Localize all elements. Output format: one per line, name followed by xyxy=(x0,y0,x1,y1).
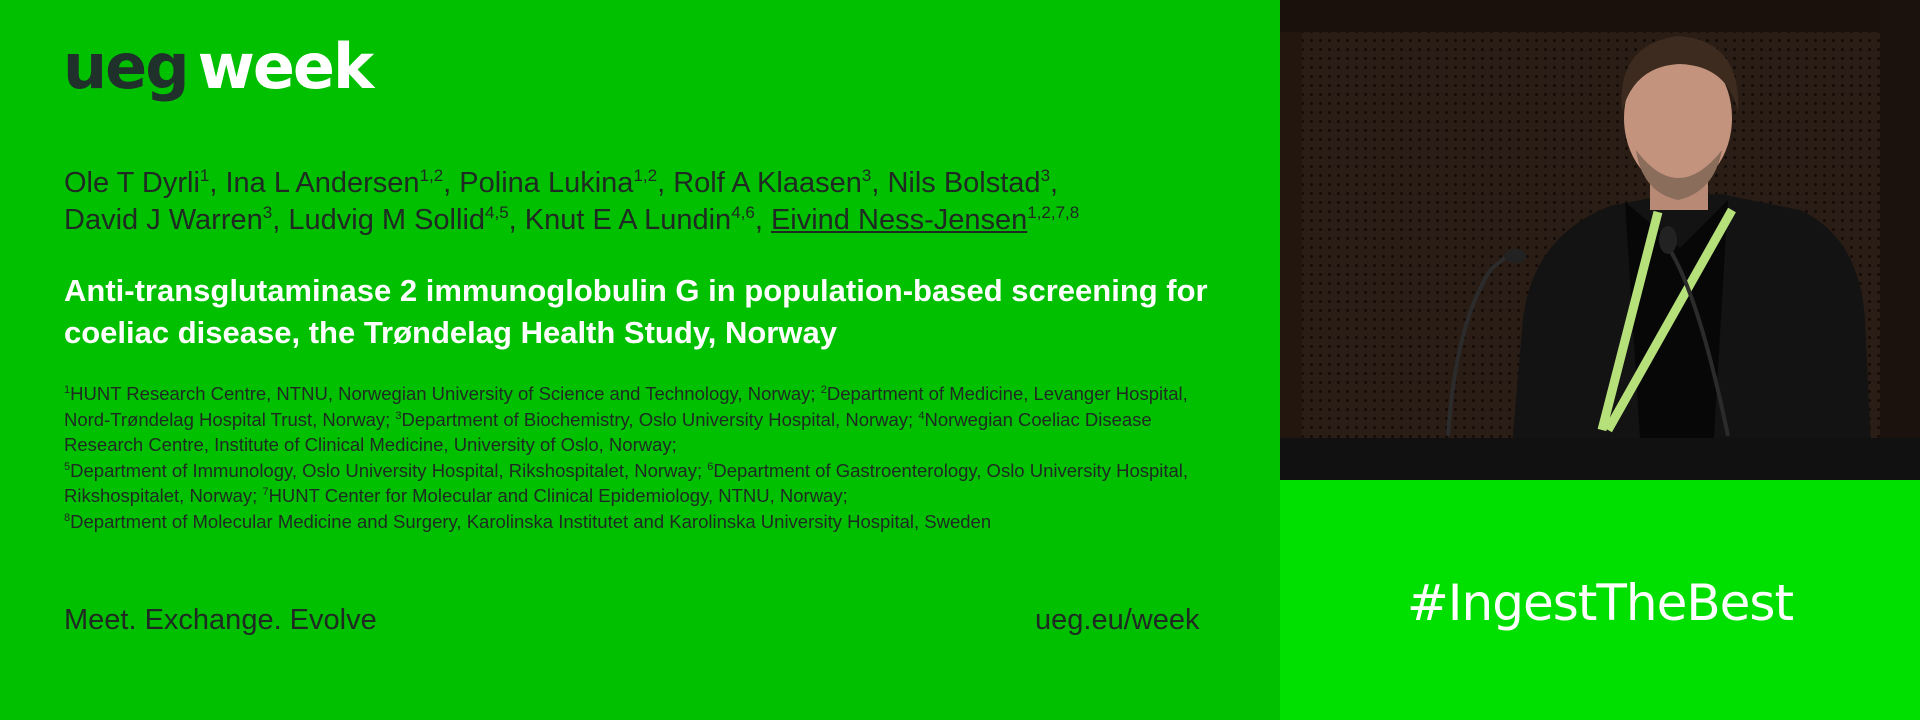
logo-ueg-text: ueg xyxy=(63,30,188,103)
microphone-stand-left xyxy=(1448,254,1510,436)
author-affiliation-number: 1,2 xyxy=(633,166,658,185)
author-affiliation-number: 3 xyxy=(262,203,273,222)
author-affiliation-number: 1,2,7,8 xyxy=(1027,203,1080,222)
speaker-figure xyxy=(1280,0,1920,480)
lectern xyxy=(1280,438,1920,480)
affiliation-text: Department of Gastroenterology, Oslo University Hospital, Rikshospitalet, Norway; xyxy=(64,459,1189,507)
affiliation-number: 2 xyxy=(820,384,827,396)
affiliation-number: 4 xyxy=(918,409,925,422)
author-affiliation-number: 3 xyxy=(861,166,872,185)
author-name: Ludvig M Sollid xyxy=(288,204,486,236)
affiliation-number: 6 xyxy=(707,460,714,473)
affiliation-number: 7 xyxy=(262,486,269,499)
author-name: Knut E A Lundin xyxy=(524,204,732,236)
author-name: David J Warren xyxy=(64,204,263,236)
affiliation-number: 8 xyxy=(64,511,71,524)
affiliation-text: Department of Biochemistry, Oslo University Hospital, Norway; xyxy=(401,408,919,430)
microphone-head-right xyxy=(1659,226,1677,254)
author-affiliation-number: 4,6 xyxy=(731,203,755,222)
hashtag-text: #IngestTheBest xyxy=(1406,574,1794,632)
author-list: Ole T Dyrli$^1$, Ina L Andersen$^{1,2}$, Polina Lukina$^{1,2}$, Rolf A Klaasen$^3$, Nils Bolstad$^3$, David J Warren$^3$, Ludvig M Sollid$^{4,5}$, Knut E A Lundin$^{4,6}$, Eivind Ness-Jensen$^{1,2,7,8}$ xyxy=(64,166,1080,236)
slide-tagline: Meet. Exchange. Evolve xyxy=(64,604,377,636)
author-name: Ole T Dyrli xyxy=(64,167,200,199)
ueg-week-logo xyxy=(63,30,373,103)
author-affiliation-number: 4,5 xyxy=(485,203,509,222)
event-url: ueg.eu/week xyxy=(1035,604,1200,636)
author-affiliation-number: 1 xyxy=(199,166,210,185)
author-affiliation-number: 1,2 xyxy=(419,166,444,185)
affiliation-text: Norwegian Coeliac Disease Research Centre, Institute of Clinical Medicine, University of Oslo, Norway; xyxy=(64,408,1152,456)
logo-week-text: week xyxy=(197,30,373,103)
affiliation-text: Department of Medicine, Levanger Hospital, Nord-Trøndelag Hospital Trust, Norway; xyxy=(64,383,1188,430)
affiliation-list xyxy=(64,381,1194,535)
author-name: Rolf A Klaasen xyxy=(673,167,862,199)
affiliation-number: 5 xyxy=(64,460,71,473)
presenting-author-name: Eivind Ness-Jensen xyxy=(770,204,1028,236)
microphone-head-left xyxy=(1504,249,1526,263)
author-name: Polina Lukina xyxy=(459,167,634,199)
author-name: Nils Bolstad xyxy=(887,167,1041,199)
affiliation-number: 3 xyxy=(395,409,402,422)
hashtag-panel xyxy=(1280,480,1920,720)
speaker-video-feed xyxy=(1280,0,1920,480)
author-affiliation-number: 3 xyxy=(1040,166,1051,185)
presentation-title: Anti-transglutaminase 2 immunoglobulin G in population-based screening for coeliac disease, the Trøndelag Health Study, Norway xyxy=(64,273,1208,350)
affiliation-text: HUNT Research Centre, NTNU, Norwegian University of Science and Technology, Norway; xyxy=(70,383,821,404)
author-name: Ina L Andersen xyxy=(225,167,420,199)
affiliation-text: HUNT Center for Molecular and Clinical Epidemiology, NTNU, Norway; xyxy=(268,485,848,507)
affiliation-text: Department of Immunology, Oslo University Hospital, Rikshospitalet, Norway; xyxy=(70,459,708,481)
affiliation-number: 1 xyxy=(64,384,71,396)
affiliation-text: Department of Molecular Medicine and Surgery, Karolinska Institutet and Karolinska University Hospital, Sweden xyxy=(70,510,992,532)
